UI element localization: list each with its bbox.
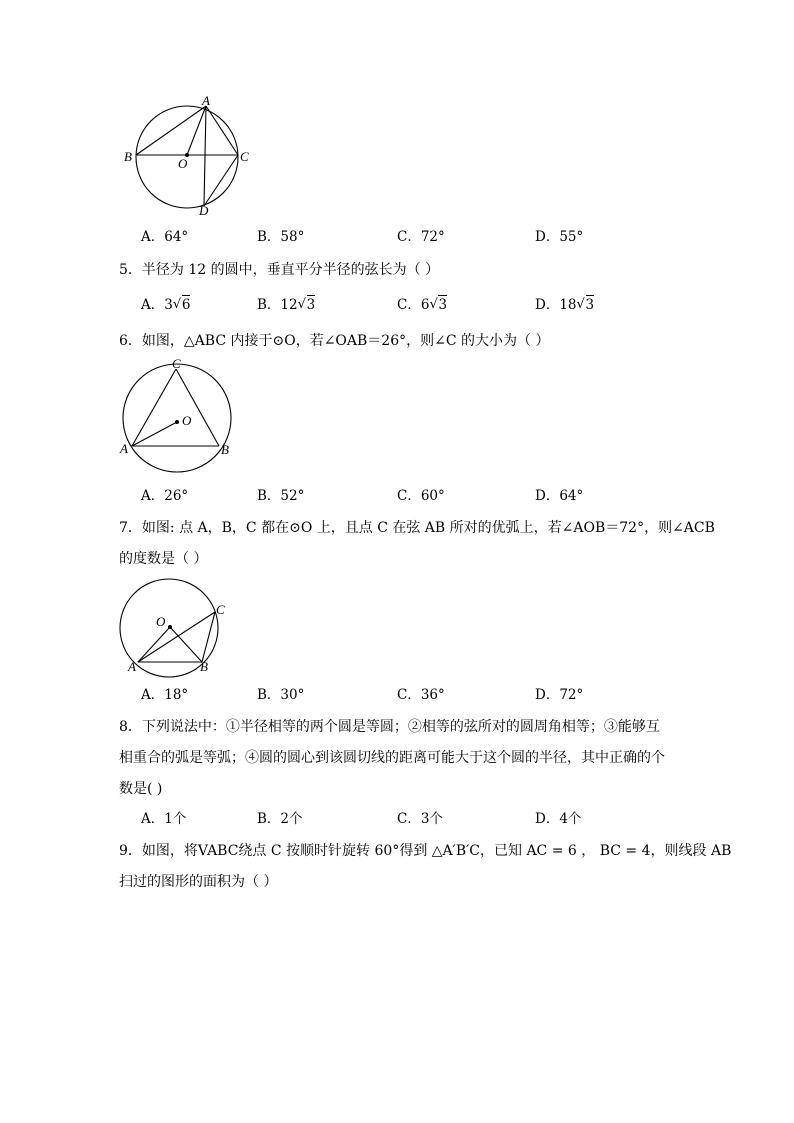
q6-label-C: C [172,356,181,371]
q4-line-CD [204,155,238,206]
q7-label-O: O [156,614,166,629]
q6-point-O [175,420,179,424]
q5-option-a: A．3 √ 6 [141,297,191,313]
q6-option-b: B．52° [257,488,305,504]
q6-label-O: O [182,413,192,428]
q8-stem-line-3: 数是( ) [119,781,163,797]
q9-stem-line-2: 扫过的图形的面积为（ ） [119,874,278,890]
q9-stem-line-1: 9．如图，将VABC绕点 C 按顺时针旋转 60°得到 △A′B′C，已知 AC = 6 ， BC = 4，则线段 AB [119,843,732,859]
q7-point-O [168,625,172,629]
q4-label-O: O [178,156,188,171]
q4-option-c: C．72° [397,229,445,245]
q8-option-d: D．4个 [535,811,582,827]
q4-label-C: C [240,149,249,164]
q7-option-d: D．72° [535,687,584,703]
q7-line-OB [170,627,202,662]
q7-option-a: A．18° [141,687,189,703]
q8-option-a: A．1个 [141,811,187,827]
q6-option-d: D．64° [535,488,584,504]
q6-stem: 6．如图，△ABC 内接于⊙O，若∠OAB＝26°，则∠C 的大小为（ ） [119,333,550,349]
q4-option-b: B．58° [257,229,305,245]
q4-line-AO [187,106,206,155]
q4-label-B: B [124,149,132,164]
q4-line-AC [206,106,238,155]
q6-option-c: C．60° [397,488,445,504]
q5-option-b: B．12 √ 3 [257,297,316,313]
q4-label-D: D [199,203,209,218]
q7-label-C: C [216,602,225,617]
q8-stem-line-1: 8．下列说法中：①半径相等的两个圆是等圆；②相等的弦所对的圆周角相等；③能够互 [119,719,660,735]
q6-circle [123,364,231,472]
q4-label-A: A [202,93,210,108]
q5-stem: 5．半径为 12 的圆中，垂直平分半径的弦长为（ ） [119,262,440,278]
q8-stem-line-2: 相重合的弧是等弧；④圆的圆心到该圆切线的距离可能大于这个圆的半径，其中正确的个 [119,750,665,766]
q4-line-AB [136,106,206,155]
q7-figure [118,576,238,681]
q6-line-BC [176,369,219,446]
q7-label-B: B [200,659,208,674]
q7-stem-line-2: 的度数是（ ） [119,551,208,567]
q4-option-d: D．55° [535,229,584,245]
q7-stem-line-1: 7．如图: 点 A，B，C 都在⊙O 上，且点 C 在弦 AB 所对的优弧上，若∠AOB＝72°，则∠ACB [119,520,715,536]
q7-option-c: C．36° [397,687,445,703]
q5-option-c: C．6 √ 3 [397,297,448,313]
q4-option-a: A．64° [141,229,189,245]
q7-label-A: A [128,659,136,674]
q7-option-b: B．30° [257,687,305,703]
q5-option-d: D．18 √ 3 [535,297,595,313]
q4-line-AD [204,106,206,206]
q8-option-b: B．2个 [257,811,303,827]
q6-option-a: A．26° [141,488,189,504]
q4-figure [118,92,258,222]
q6-figure [118,354,238,479]
q8-option-c: C．3个 [397,811,443,827]
q6-label-A: A [120,441,128,456]
q6-label-B: B [221,442,229,457]
